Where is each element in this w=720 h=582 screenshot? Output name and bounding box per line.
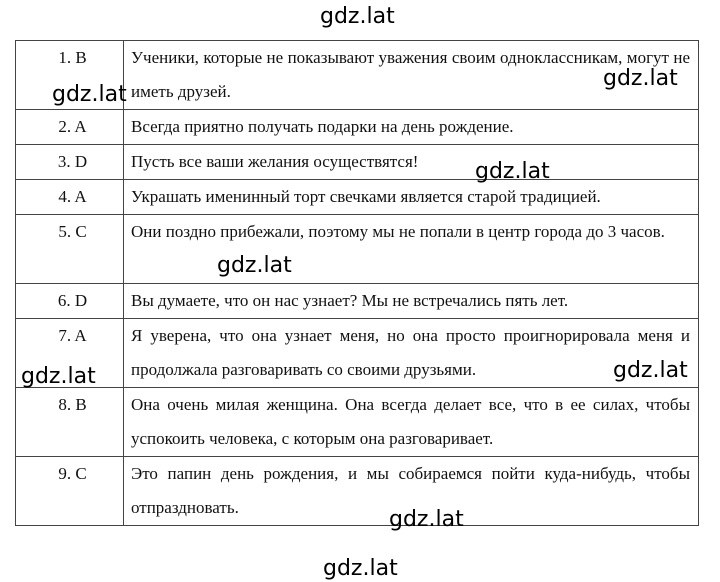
watermark: gdz.lat <box>603 66 678 91</box>
answer-number <box>16 110 124 145</box>
answer-number <box>16 180 124 215</box>
answer-number-text: 3. D <box>57 152 88 171</box>
answer-number <box>16 457 124 526</box>
table-row <box>16 110 699 145</box>
watermark-top: gdz.lat <box>320 4 395 29</box>
watermark: gdz.lat <box>217 253 292 278</box>
answer-number-text: 5. C <box>58 222 87 241</box>
answer-number <box>16 284 124 319</box>
answer-number <box>16 145 124 180</box>
watermark: gdz.lat <box>613 358 688 383</box>
answer-number <box>16 215 124 284</box>
table-row <box>16 319 699 388</box>
answer-number-text: 4. A <box>58 187 87 206</box>
table-row <box>16 284 699 319</box>
answer-text: Всегда приятно получать подарки на день рождение. <box>124 110 699 145</box>
answer-number-text: 1. B <box>58 48 87 67</box>
answer-text: Ученики, которые не показывают уважения своим одноклассникам, могут не иметь друзей. <box>124 41 699 110</box>
watermark-bottom: gdz.lat <box>323 556 398 581</box>
answer-number-text: 8. B <box>58 395 87 414</box>
watermark: gdz.lat <box>52 82 127 107</box>
answer-text: Это папин день рождения, и мы собираемся пойти куда-нибудь, чтобы отпраздновать. <box>124 457 699 526</box>
table-row <box>16 215 699 284</box>
answer-number-text: 6. D <box>57 291 88 310</box>
table-row <box>16 388 699 457</box>
watermark: gdz.lat <box>21 364 96 389</box>
answer-number-text: 9. C <box>58 464 87 483</box>
answer-text: Они поздно прибежали, поэтому мы не попали в центр города до 3 часов. <box>124 215 699 284</box>
answer-text: Она очень милая женщина. Она всегда делает все, что в ее силах, чтобы успокоить человека, с которым она разговаривает. <box>124 388 699 457</box>
answer-text: Вы думаете, что он нас узнает? Мы не встречались пять лет. <box>124 284 699 319</box>
watermark: gdz.lat <box>475 159 550 184</box>
table-row <box>16 457 699 526</box>
answer-number-text: 2. A <box>58 117 87 136</box>
table-row <box>16 145 699 180</box>
watermark: gdz.lat <box>389 507 464 532</box>
answer-text: Я уверена, что она узнает меня, но она просто проигнорировала меня и продолжала разговаривать со своими друзьями. <box>124 319 699 388</box>
answers-table <box>15 40 699 526</box>
answer-number <box>16 388 124 457</box>
table-row <box>16 180 699 215</box>
answer-text: Украшать именинный торт свечками является старой традицией. <box>124 180 699 215</box>
answer-number-text: 7. A <box>58 326 87 345</box>
answer-text: Пусть все ваши желания осуществятся! <box>124 145 699 180</box>
